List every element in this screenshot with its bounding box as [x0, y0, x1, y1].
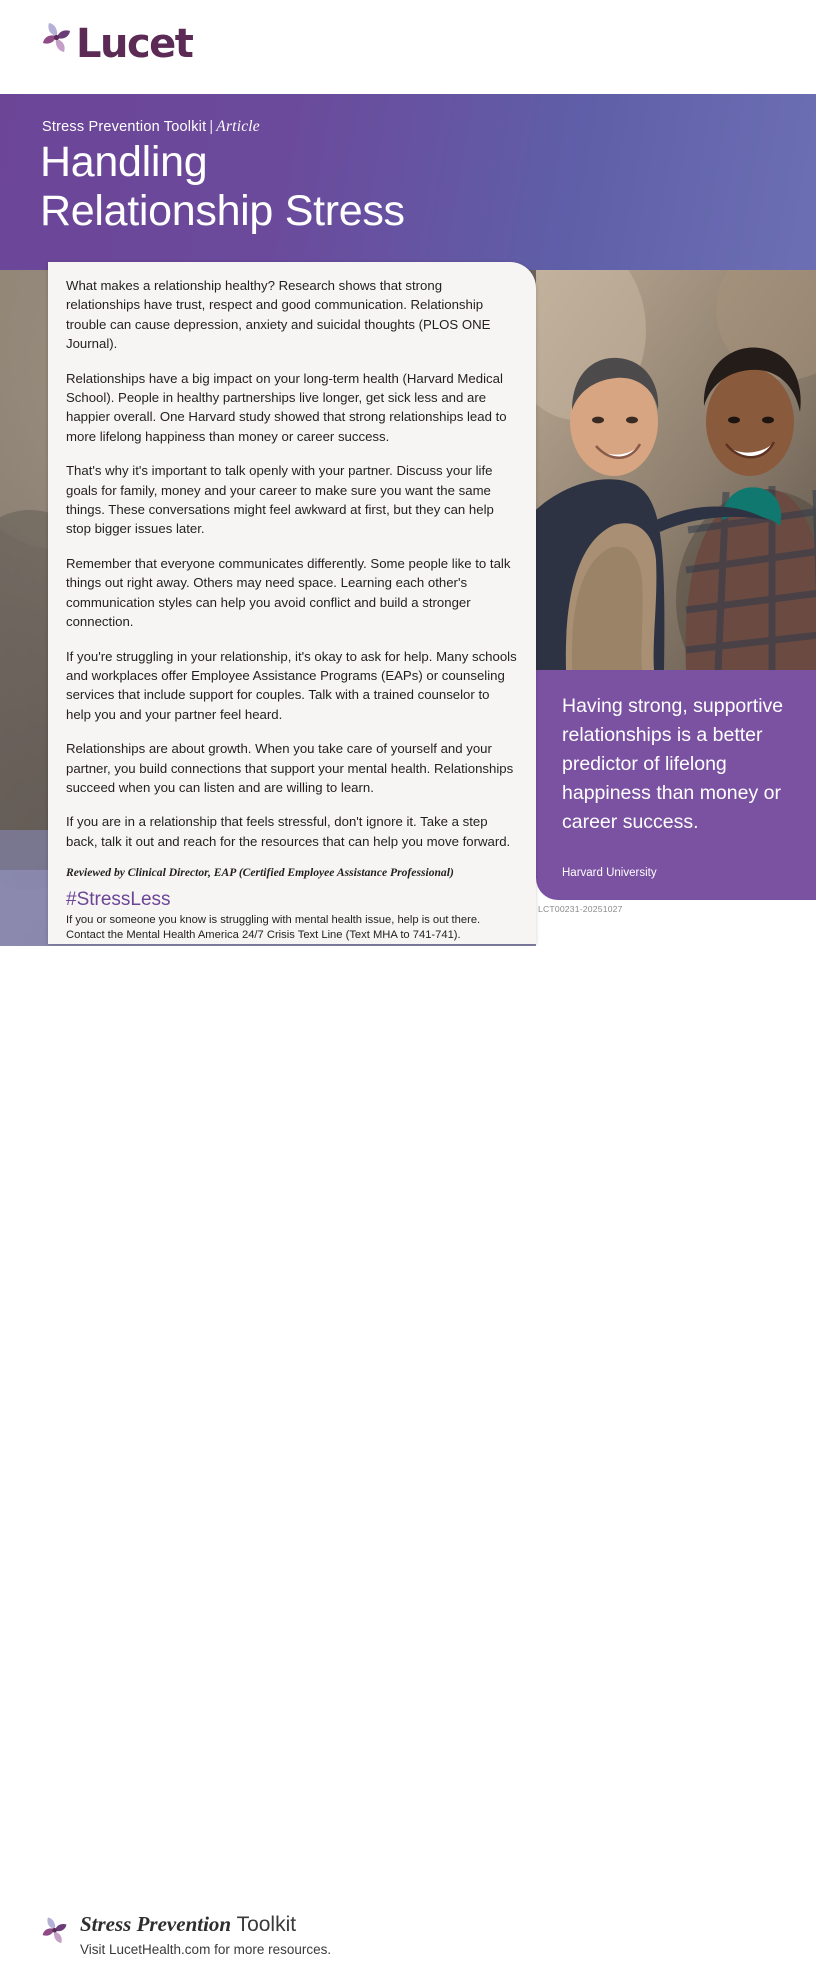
- footer-title: [80, 1912, 331, 1937]
- page-title-line2: Relationship Stress: [40, 187, 405, 235]
- crisis-resource-text: [66, 913, 518, 943]
- pull-quote-attribution: Harvard University: [562, 867, 657, 879]
- crisis-line-2: Contact the Mental Health America 24/7 Crisis Text Line (Text MHA to 741-741).: [66, 929, 461, 942]
- article-card: [48, 262, 536, 944]
- hero-kicker-type: Article: [216, 118, 260, 135]
- pull-quote-block: [536, 670, 816, 900]
- page-title: [40, 138, 405, 236]
- lucet-flower-logo-icon: [40, 22, 74, 66]
- brand-logo[interactable]: [40, 22, 192, 66]
- footer-band: [0, 946, 816, 1957]
- reviewed-by-note: Reviewed by Clinical Director, EAP (Certified Employee Assistance Professional): [66, 866, 454, 880]
- article-paragraph: If you're struggling in your relationship, it's okay to ask for help. Many schools and workplaces offer Employee Assistance Programs (EAPs) or counseling services that include support for couples. Talk with a trained counselor to help you and your partner feel heard.: [66, 648, 517, 722]
- article-paragraph: Relationships are about growth. When you take care of yourself and your partner, you build connections that support your mental health. Relationships succeed when you can listen and are willing to learn.: [66, 741, 514, 795]
- campaign-hashtag: #StressLess: [66, 889, 171, 911]
- document-code: LCT00231-20251027: [538, 904, 623, 914]
- article-paragraph: That's why it's important to talk openly with your partner. Discuss your life goals for family, money and your career to make sure you want the same things. These conversations might feel awkward at first, but they can help stop bigger issues later.: [66, 463, 494, 537]
- pull-quote-text: Having strong, supportive relationships is a better predictor of lifelong happiness than money or career success.: [562, 695, 784, 833]
- couple-photo-art: [536, 270, 816, 670]
- footer-title-rest: Toolkit: [236, 1913, 297, 1936]
- header-band: [0, 0, 816, 94]
- footer-subtitle[interactable]: Visit LucetHealth.com for more resources.: [80, 1942, 332, 1957]
- page-title-line1: Handling: [40, 138, 208, 186]
- lucet-flower-footer-icon: [40, 1916, 70, 1956]
- hero-banner: [0, 94, 816, 270]
- article-paragraph: What makes a relationship healthy? Research shows that strong relationships have trust, respect and good communication. Relationship trouble can cause depression, anxiety and suicidal thoughts (PLOS ONE Journal).: [66, 278, 491, 352]
- hero-kicker-toolkit: Stress Prevention Toolkit: [42, 119, 207, 135]
- hero-kicker: [42, 118, 260, 136]
- crisis-line-1: If you or someone you know is struggling with mental health issue, help is out there.: [66, 914, 481, 927]
- couple-photo: [536, 270, 816, 670]
- hero-kicker-separator: |: [209, 119, 214, 135]
- brand-name: Lucet: [76, 21, 193, 67]
- footer-title-italic: Stress Prevention: [80, 1912, 232, 1936]
- article-paragraph: If you are in a relationship that feels stressful, don't ignore it. Take a step back, talk it out and reach for the resources that can help you move forward.: [66, 814, 511, 849]
- article-paragraph: Relationships have a big impact on your long-term health (Harvard Medical School). People in healthy partnerships live longer, get sick less and are happier overall. One Harvard study showed that strong relationships lead to more lifelong happiness than money or career success.: [66, 370, 507, 444]
- article-paragraph: Remember that everyone communicates differently. Some people like to talk things out right away. Others may need space. Learning each other's communication styles can help you avoid conflict and build a stronger connection.: [66, 555, 511, 630]
- footer: [40, 1912, 331, 1957]
